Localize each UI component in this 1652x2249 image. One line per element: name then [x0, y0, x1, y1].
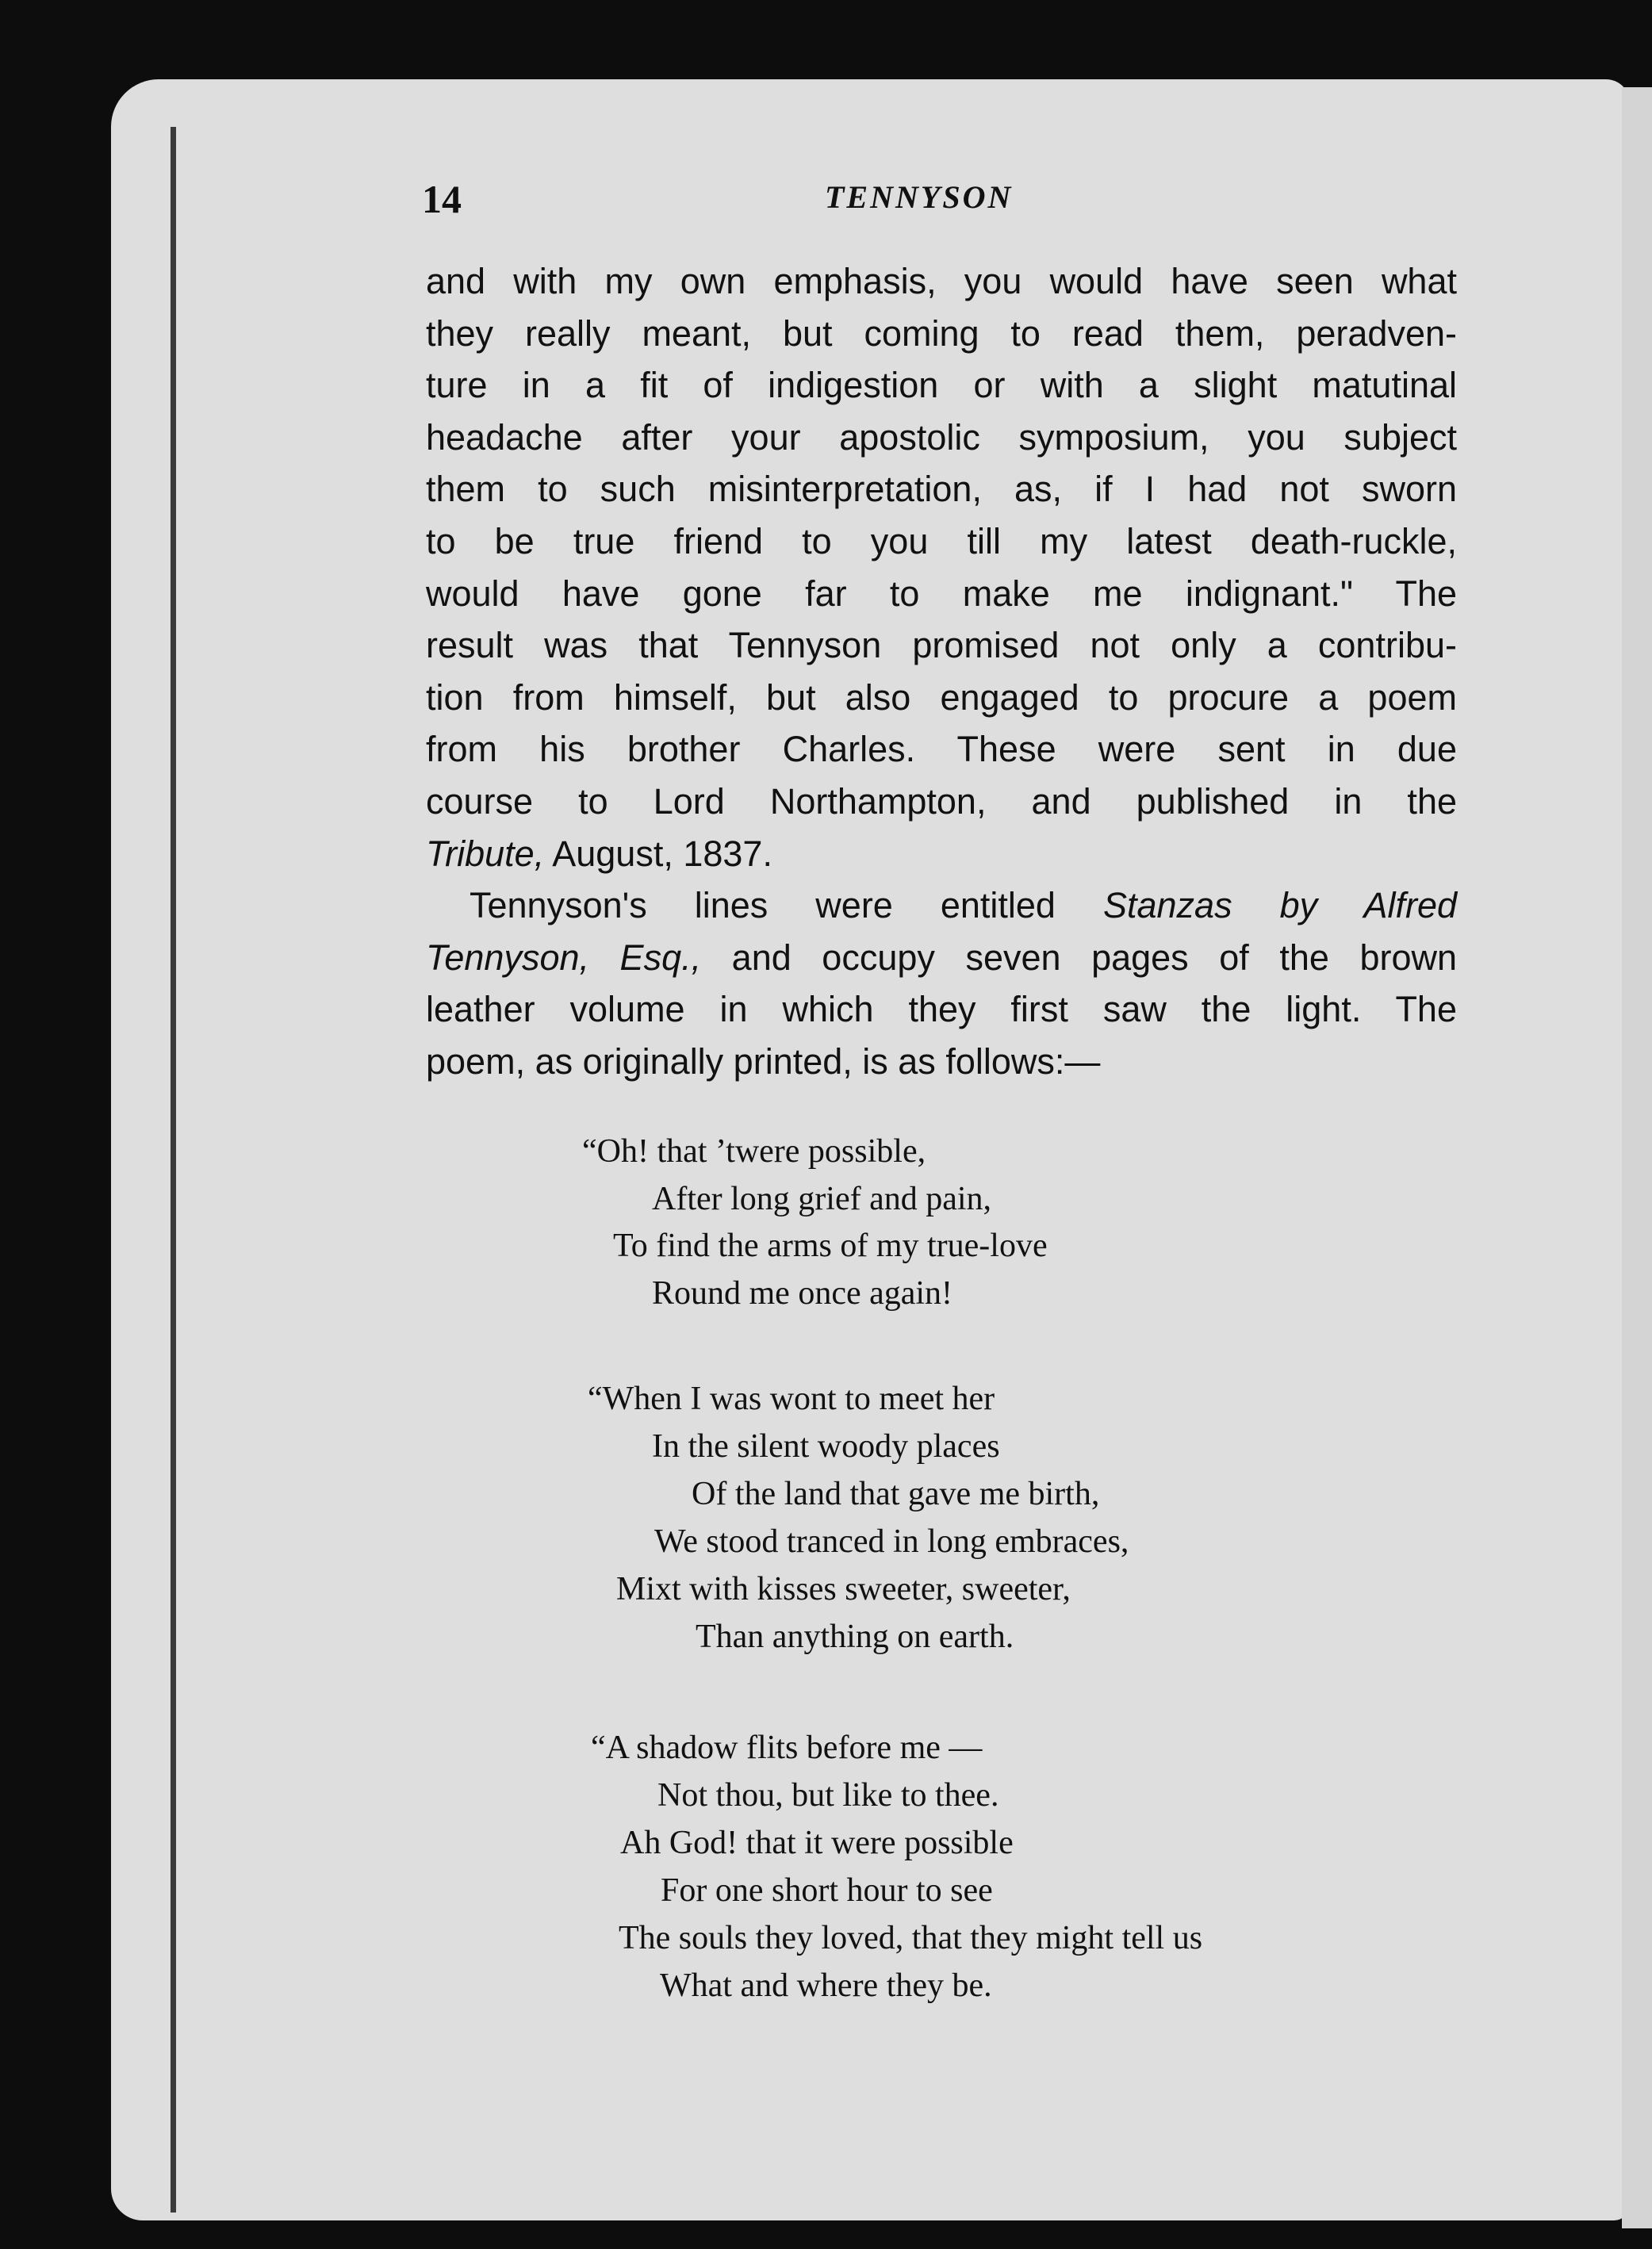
poem-line: Round me once again!: [652, 1275, 953, 1312]
poem-line: “Oh! that ’twere possible,: [582, 1133, 926, 1170]
publication-date: August, 1837.: [544, 833, 772, 874]
prose-text: and occupy seven pages of the brown: [701, 937, 1458, 978]
page-margin-rule: [171, 127, 176, 2213]
poem-title-continued: Tennyson, Esq.,: [426, 937, 702, 978]
prose-line: and with my own emphasis, you would have seen what: [426, 261, 1457, 301]
poem-line: Not thou, but like to thee.: [657, 1777, 999, 1814]
poem-title: Stanzas by Alfred: [1102, 885, 1457, 926]
prose-line: ture in a fit of indigestion or with a slight matutinal: [426, 365, 1457, 406]
facing-page-edge: [1622, 87, 1652, 2228]
poem-line: Ah God! that it were possible: [620, 1825, 1014, 1861]
prose-line: [426, 879, 1457, 932]
poem-line: “A shadow flits before me —: [591, 1730, 983, 1766]
prose-line: from his brother Charles. These were sent in due: [426, 729, 1457, 770]
poem-line: In the silent woody places: [652, 1428, 1000, 1465]
prose-line: course to Lord Northampton, and published in the: [426, 780, 1457, 822]
poem-line: We stood tranced in long embraces,: [654, 1523, 1129, 1560]
page-number: 14: [422, 177, 462, 221]
poem-line: For one short hour to see: [661, 1872, 993, 1909]
poem-line: To find the arms of my true-love: [613, 1228, 1048, 1264]
prose-line: headache after your apostolic symposium, you subject: [426, 416, 1457, 458]
prose-line: them to such misinterpretation, as, if I had not sworn: [426, 469, 1457, 510]
running-head: TENNYSON: [825, 179, 1014, 215]
poem-line: Mixt with kisses sweeter, sweeter,: [616, 1571, 1071, 1607]
prose-line: result was that Tennyson promised not only a contribu-: [426, 625, 1457, 666]
poem-line: “When I was wont to meet her: [588, 1381, 995, 1417]
poem-line: Than anything on earth.: [696, 1619, 1014, 1655]
prose-line: poem, as originally printed, is as follows:—: [426, 1040, 1101, 1082]
prose-line: leather volume in which they first saw the light. The: [426, 989, 1457, 1030]
prose-line: [426, 932, 1457, 984]
publication-title: Tribute,: [426, 833, 545, 874]
prose-paragraphs: [426, 255, 1457, 1088]
prose-line: they really meant, but coming to read them, peradven-: [426, 312, 1457, 354]
poem-line: Of the land that gave me birth,: [692, 1476, 1100, 1512]
prose-line: tion from himself, but also engaged to procure a poem: [426, 676, 1457, 718]
poem-line: After long grief and pain,: [652, 1181, 992, 1217]
prose-line: would have gone far to make me indignant." The: [426, 573, 1457, 614]
poem-line: What and where they be.: [660, 1967, 992, 2004]
prose-line: [426, 828, 1457, 880]
prose-line: to be true friend to you till my latest death-ruckle,: [426, 520, 1457, 561]
prose-text: Tennyson's lines were entitled: [470, 885, 1103, 926]
poem-line: The souls they loved, that they might tell us: [619, 1920, 1203, 1956]
